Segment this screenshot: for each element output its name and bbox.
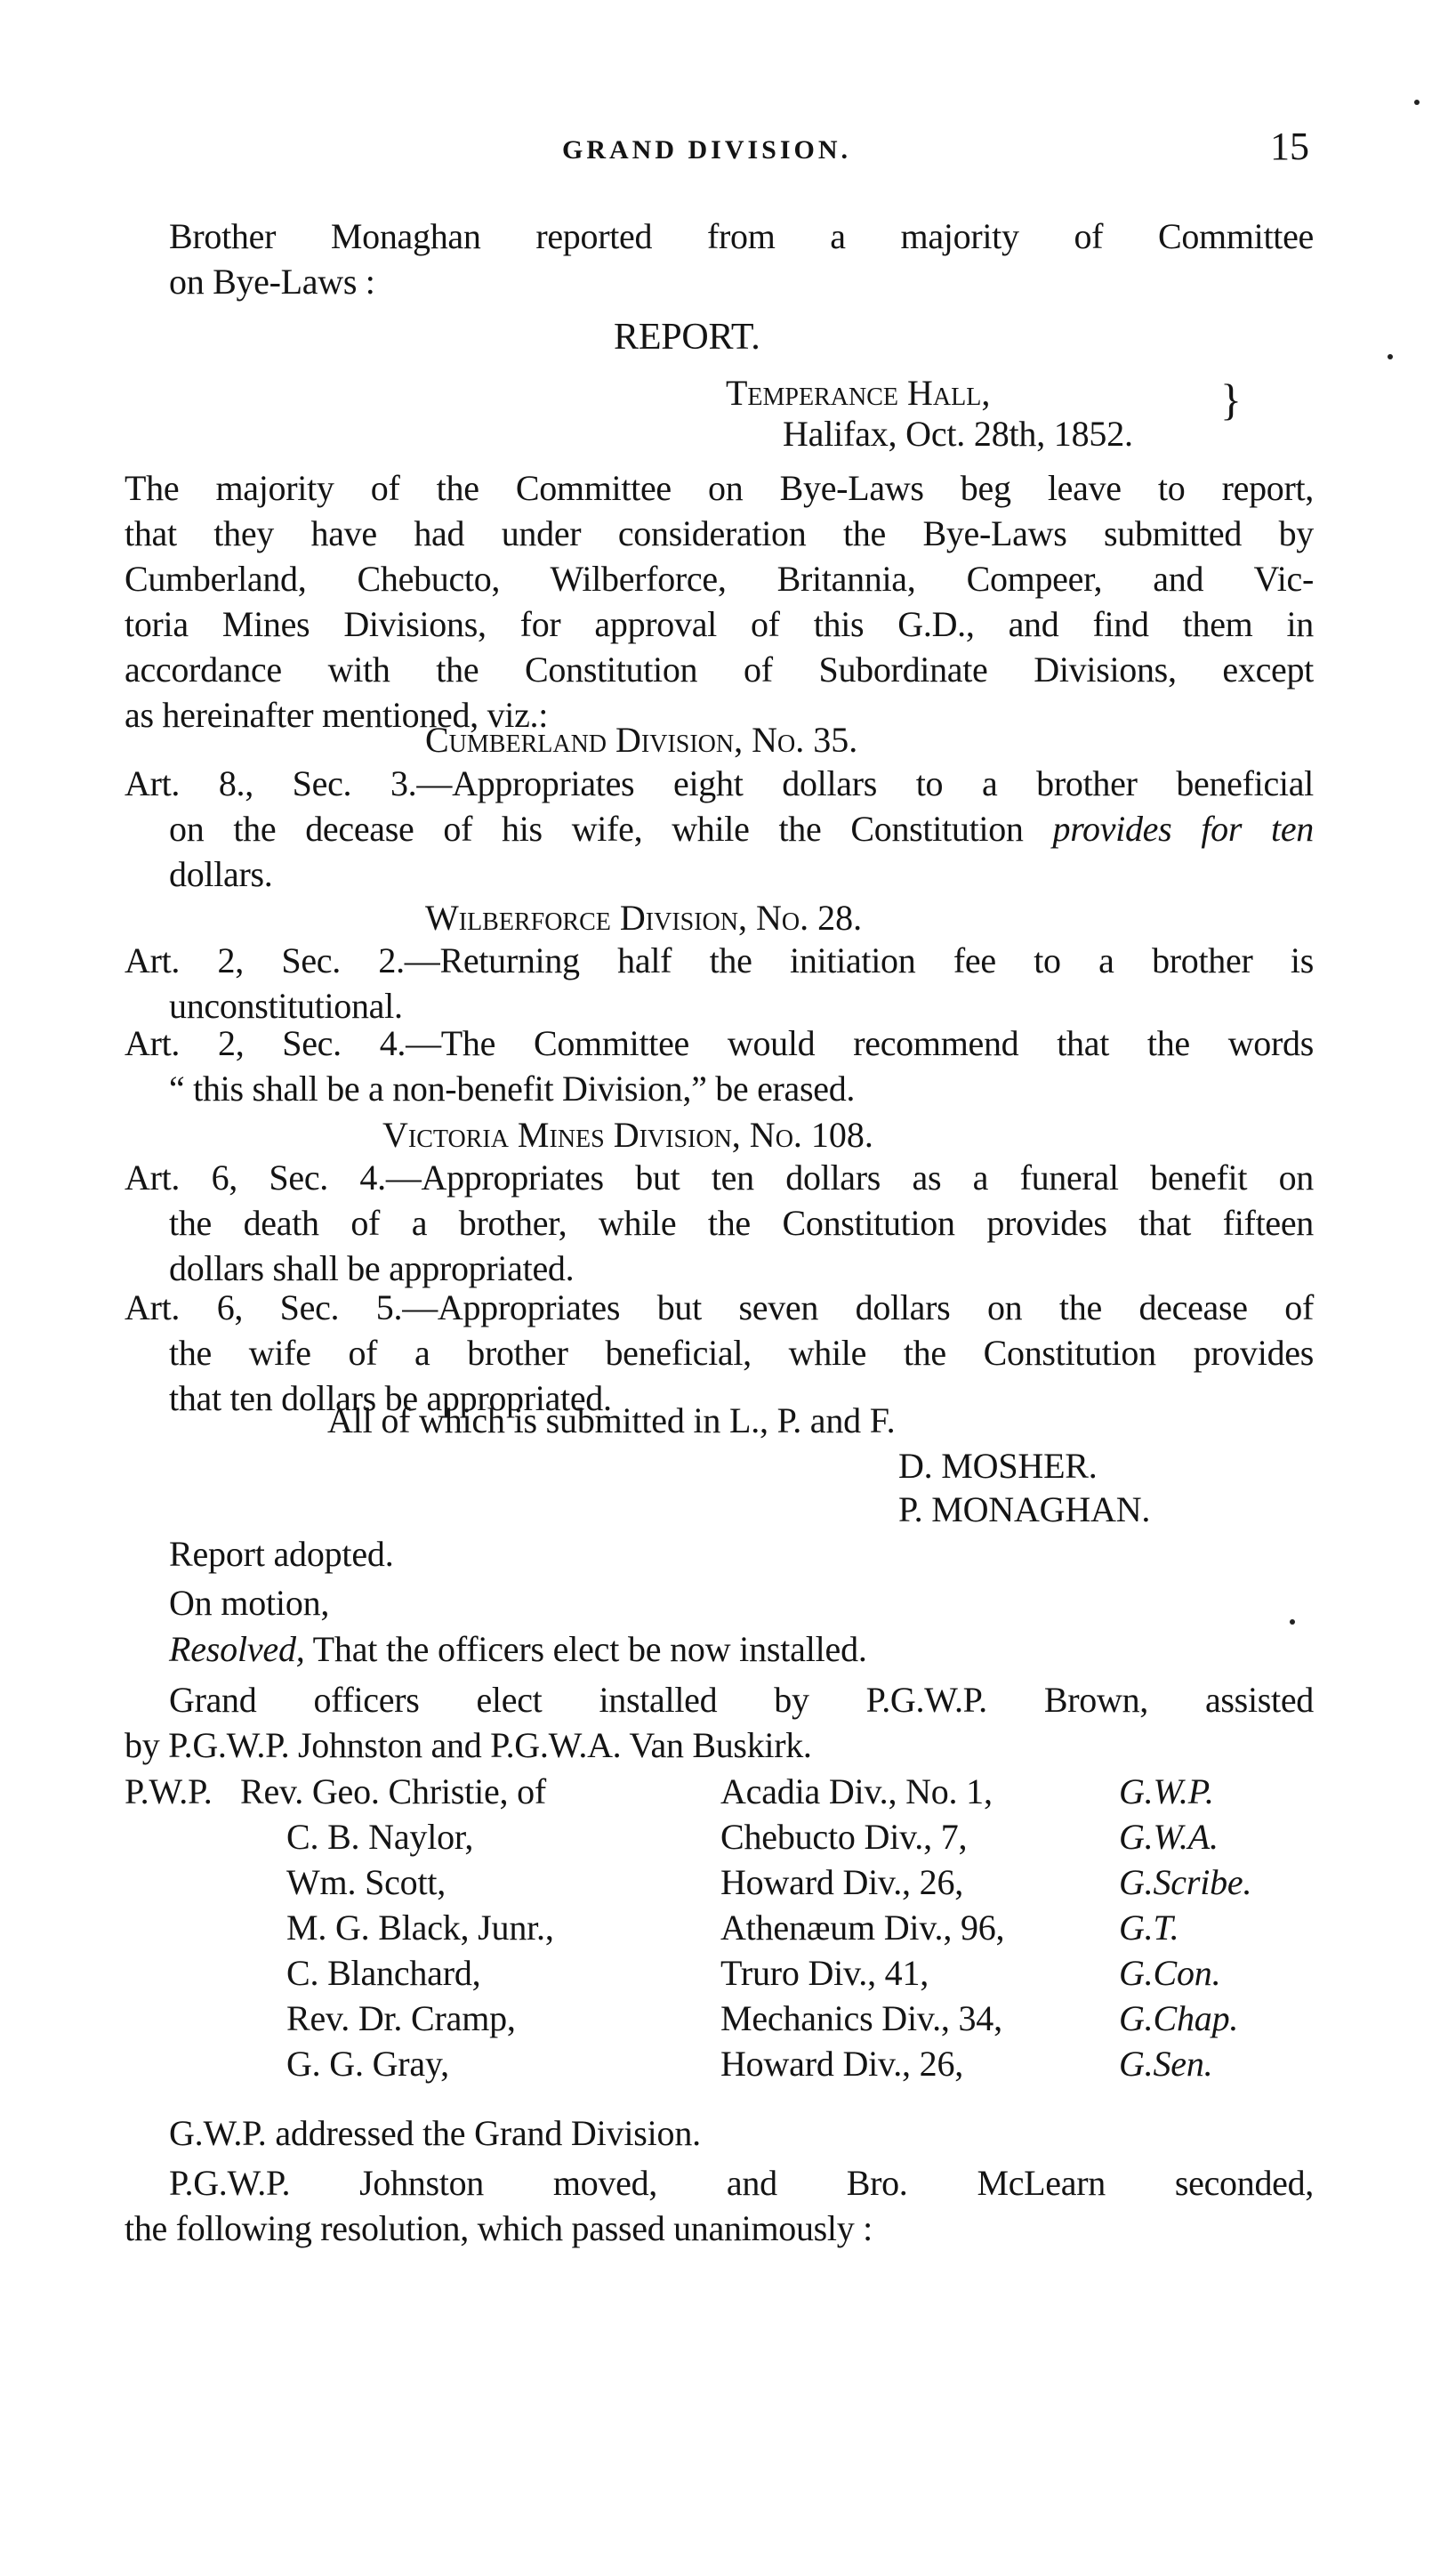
- resolved-text: That the officers elect be now installed.: [312, 1629, 867, 1669]
- intro-line: Brother Monaghan reported from a majority of Committee: [169, 216, 1314, 256]
- running-header: GRAND DIVISION.: [562, 135, 852, 165]
- report-adopted: Report adopted.: [169, 1534, 394, 1574]
- article-line: the death of a brother, while the Constitution provides that fifteen: [169, 1203, 1314, 1243]
- dateline-place: Temperance Hall,: [726, 373, 991, 413]
- article-item: [125, 1020, 1314, 1111]
- article-line: the wife of a brother beneficial, while the Constitution provides: [169, 1333, 1314, 1373]
- page-number: 15: [1270, 125, 1309, 168]
- italic-phrase: provides for ten: [1052, 809, 1314, 849]
- officer-office: G.Con.: [1119, 1953, 1221, 1993]
- officer-name: G. G. Gray,: [286, 2044, 449, 2084]
- report-heading: REPORT.: [614, 317, 760, 358]
- officer-office: G.Scribe.: [1119, 1862, 1252, 1902]
- final-line: P.G.W.P. Johnston moved, and Bro. McLearn seconded,: [169, 2163, 1314, 2203]
- section-heading-wilberforce: Wilberforce Division, No. 28.: [425, 898, 863, 938]
- closing-line: All of which is submitted in L., P. and F.: [327, 1400, 896, 1440]
- report-body: [125, 465, 1314, 738]
- intro-line: on Bye-Laws :: [169, 262, 375, 302]
- intro-paragraph: [169, 214, 1314, 304]
- article-line: “ this shall be a non-benefit Division,” be erased.: [169, 1069, 856, 1109]
- article-line: Art. 6, Sec. 5.—Appropriates but seven dollars on the decease of: [125, 1287, 1314, 1327]
- officer-office: G.W.A.: [1119, 1817, 1219, 1857]
- body-line: that they have had under consideration the Bye-Laws submitted by: [125, 513, 1314, 553]
- officer-division: Athenæum Div., 96,: [720, 1908, 1005, 1948]
- signature: D. MOSHER.: [898, 1446, 1098, 1486]
- officer-name: M. G. Black, Junr.,: [286, 1908, 554, 1948]
- installation-line: Grand officers elect installed by P.G.W.P. Brown, assisted: [169, 1680, 1314, 1720]
- installation-paragraph: [125, 1677, 1314, 1768]
- officer-division: Howard Div., 26,: [720, 2044, 964, 2084]
- article-item: [125, 761, 1314, 897]
- article-line: on the decease of his wife, while the Constitution provides for ten: [169, 809, 1314, 849]
- officer-office: G.T.: [1119, 1908, 1179, 1948]
- officer-division: Acadia Div., No. 1,: [720, 1771, 993, 1811]
- article-line: Art. 2, Sec. 2.—Returning half the initiation fee to a brother is: [125, 940, 1314, 980]
- article-line: dollars.: [169, 854, 273, 894]
- body-line: as hereinafter mentioned, viz.:: [125, 695, 549, 735]
- addressed-line: G.W.P. addressed the Grand Division.: [169, 2113, 701, 2153]
- dateline-date: Halifax, Oct. 28th, 1852.: [783, 414, 1133, 454]
- officer-name: Wm. Scott,: [286, 1862, 446, 1902]
- officer-office: G.Sen.: [1119, 2044, 1213, 2084]
- officer-office: G.Chap.: [1119, 1998, 1239, 2038]
- print-speck: [1414, 100, 1420, 105]
- article-item: [125, 938, 1314, 1028]
- officer-division: Truro Div., 41,: [720, 1953, 929, 1993]
- article-line: unconstitutional.: [169, 986, 403, 1026]
- officer-name: Rev. Dr. Cramp,: [286, 1998, 516, 2038]
- final-line: the following resolution, which passed unanimously :: [125, 2208, 873, 2248]
- installation-line: by P.G.W.P. Johnston and P.G.W.A. Van Buskirk.: [125, 1725, 812, 1765]
- signature: P. MONAGHAN.: [898, 1489, 1151, 1529]
- final-paragraph: [125, 2160, 1314, 2251]
- resolved-word: Resolved,: [169, 1629, 305, 1669]
- officer-name: C. Blanchard,: [286, 1953, 481, 1993]
- article-line: Art. 8., Sec. 3.—Appropriates eight dollars to a brother beneficial: [125, 763, 1314, 803]
- article-item: [125, 1155, 1314, 1291]
- officers-prefix: P.W.P.: [125, 1771, 213, 1811]
- body-line: accordance with the Constitution of Subordinate Divisions, except: [125, 649, 1314, 690]
- on-motion: On motion,: [169, 1583, 330, 1623]
- print-speck: [1290, 1619, 1295, 1625]
- article-line: that ten dollars be appropriated.: [169, 1378, 612, 1418]
- print-speck: [1388, 354, 1393, 359]
- officer-name: C. B. Naylor,: [286, 1817, 474, 1857]
- article-line: Art. 2, Sec. 4.—The Committee would recommend that the words: [125, 1023, 1314, 1063]
- officer-division: Chebucto Div., 7,: [720, 1817, 968, 1857]
- dateline-brace: }: [1220, 375, 1242, 424]
- section-heading-victoria-mines: Victoria Mines Division, No. 108.: [382, 1115, 873, 1155]
- resolution-line: [169, 1628, 867, 1670]
- body-line: The majority of the Committee on Bye-Laws beg leave to report,: [125, 468, 1314, 508]
- officer-name: Rev. Geo. Christie, of: [240, 1771, 547, 1811]
- officer-division: Howard Div., 26,: [720, 1862, 964, 1902]
- body-line: toria Mines Divisions, for approval of this G.D., and find them in: [125, 604, 1314, 644]
- article-line: dollars shall be appropriated.: [169, 1248, 575, 1288]
- body-line: Cumberland, Chebucto, Wilberforce, Britannia, Compeer, and Vic-: [125, 559, 1314, 599]
- section-heading-cumberland: Cumberland Division, No. 35.: [425, 720, 858, 760]
- officer-division: Mechanics Div., 34,: [720, 1998, 1002, 2038]
- article-line: Art. 6, Sec. 4.—Appropriates but ten dollars as a funeral benefit on: [125, 1157, 1314, 1198]
- officer-office: G.W.P.: [1119, 1771, 1214, 1811]
